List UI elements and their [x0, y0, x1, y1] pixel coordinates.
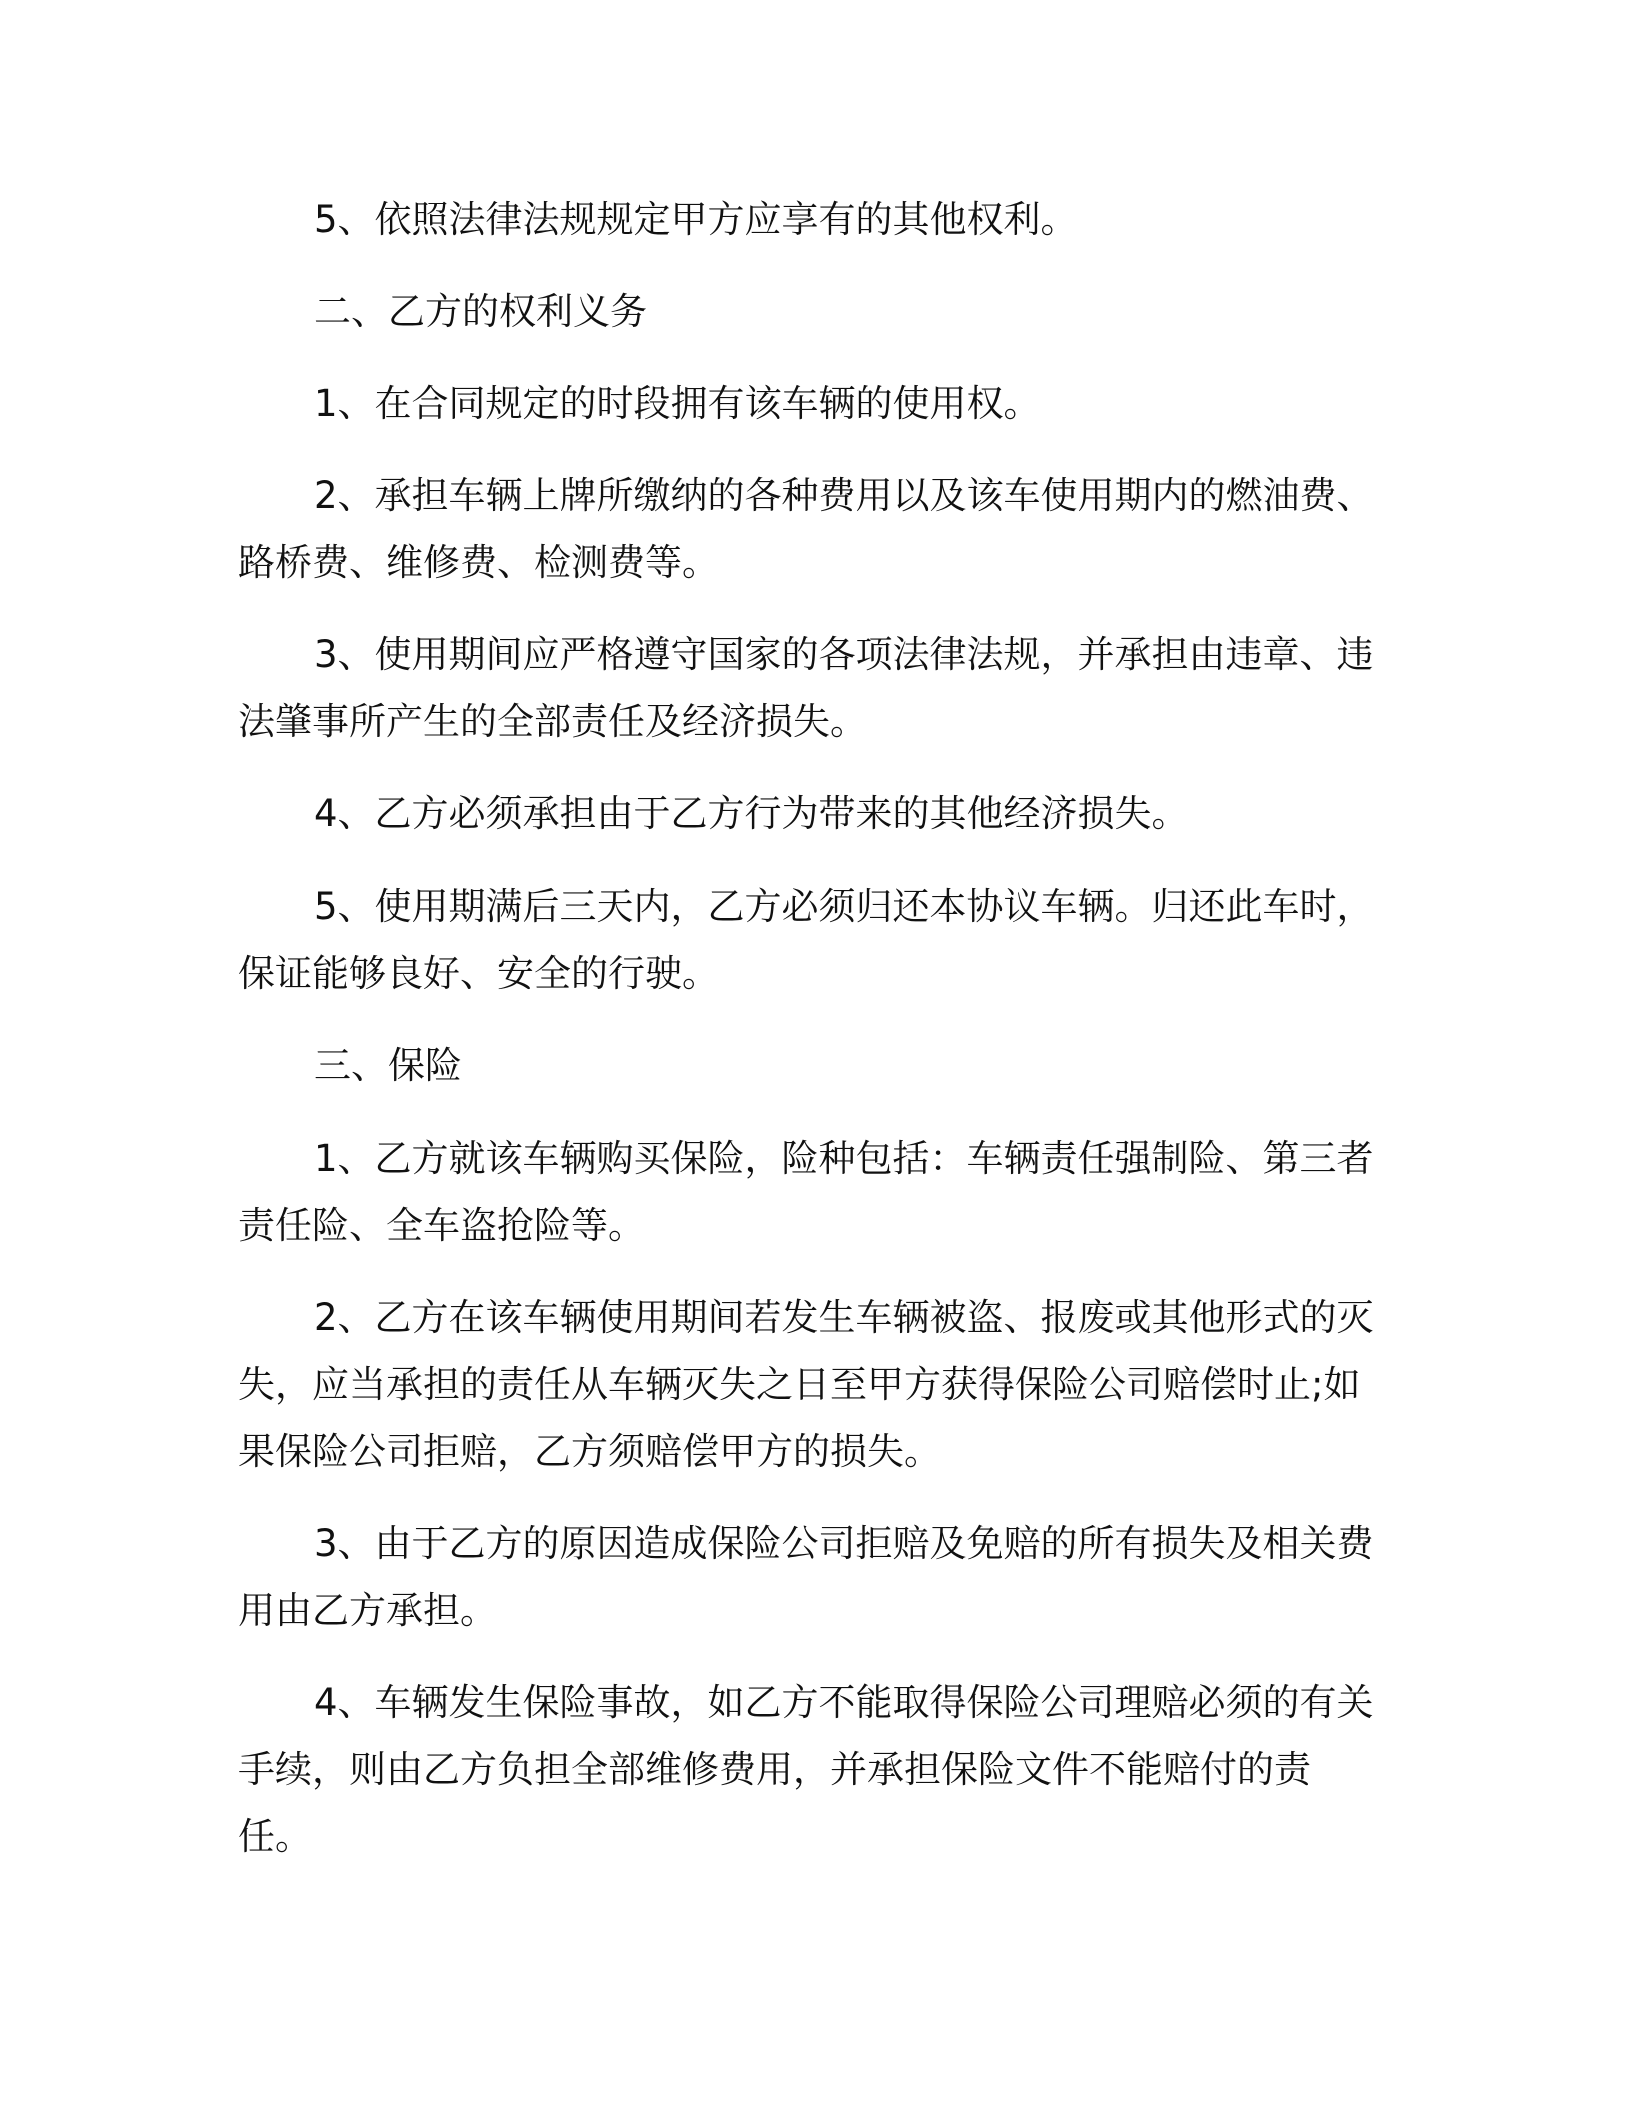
heading-party-b-rights: 二、乙方的权利义务 [314, 290, 647, 333]
paragraph-party-b-3: 3、使用期间应严格遵守国家的各项法律法规，并承担由违章、违法肇事所产生的全部责任及经济损失。 [238, 633, 1374, 743]
paragraph-party-b-1: 1、在合同规定的时段拥有该车辆的使用权。 [314, 382, 1041, 425]
heading-insurance: 三、保险 [314, 1044, 462, 1087]
paragraph-insurance-3: 3、由于乙方的原因造成保险公司拒赔及免赔的所有损失及相关费用由乙方承担。 [238, 1522, 1374, 1632]
paragraph-insurance-2: 2、乙方在该车辆使用期间若发生车辆被盗、报废或其他形式的灭失，应当承担的责任从车辆灭失之日至甲方获得保险公司赔偿时止;如果保险公司拒赔，乙方须赔偿甲方的损失。 [238, 1296, 1374, 1473]
paragraph-insurance-4: 4、车辆发生保险事故，如乙方不能取得保险公司理赔必须的有关手续，则由乙方负担全部维修费用，并承担保险文件不能赔付的责任。 [238, 1681, 1374, 1858]
paragraph-party-b-2: 2、承担车辆上牌所缴纳的各种费用以及该车使用期内的燃油费、路桥费、维修费、检测费等。 [238, 474, 1374, 584]
paragraph-party-b-5: 5、使用期满后三天内，乙方必须归还本协议车辆。归还此车时，保证能够良好、安全的行驶。 [238, 885, 1374, 995]
paragraph-rights-5: 5、依照法律法规规定甲方应享有的其他权利。 [314, 198, 1078, 241]
paragraph-insurance-1: 1、乙方就该车辆购买保险，险种包括：车辆责任强制险、第三者责任险、全车盗抢险等。 [238, 1137, 1374, 1247]
paragraph-party-b-4: 4、乙方必须承担由于乙方行为带来的其他经济损失。 [314, 792, 1189, 835]
